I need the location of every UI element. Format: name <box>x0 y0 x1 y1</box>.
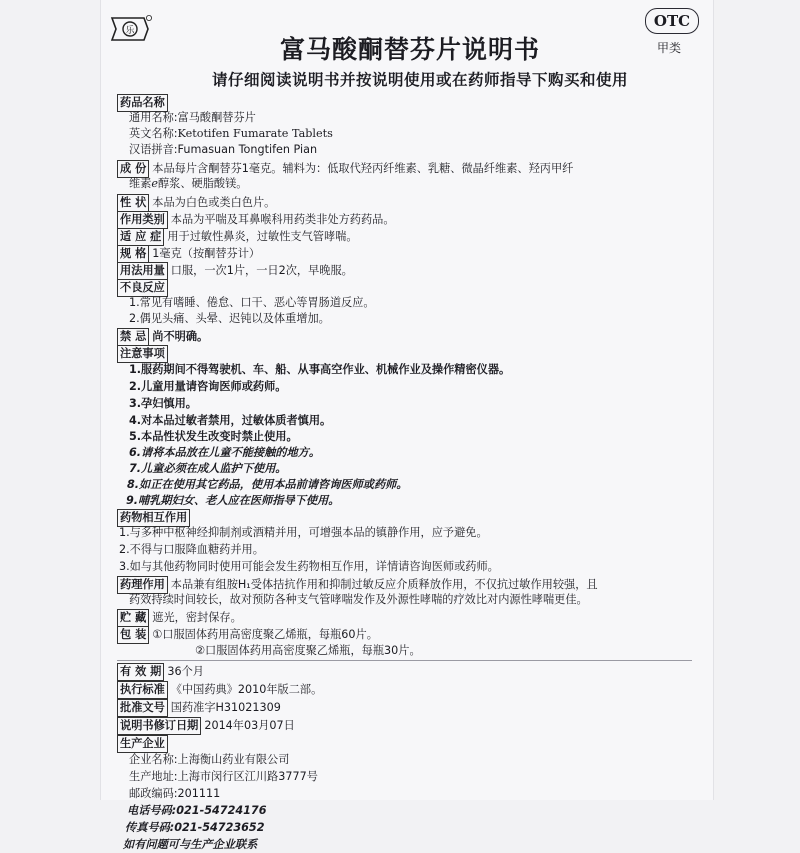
precaution-item: 8.如正在使用其它药品，使用本品前请咨询医师或药师。 <box>127 478 408 491</box>
manufacturer-name-row: 企业名称:上海衡山药业有限公司 <box>129 753 290 766</box>
generic-name-row: 通用名称:富马酸酮替芬片 <box>129 111 256 124</box>
validity-row: 有 效 期 36个月 <box>117 663 204 681</box>
pinyin-name-row: 汉语拼音:Fumasuan Tongtifen Pian <box>129 143 318 156</box>
precaution-item: 6.请将本品放在儿童不能接触的地方。 <box>129 446 321 459</box>
section-divider <box>117 660 692 661</box>
manufacturer-phone-row: 电话号码:021-54724176 <box>127 804 267 817</box>
english-name-row: 英文名称:Ketotifen Fumarate Tablets <box>129 127 333 140</box>
interactions-header: 药物相互作用 <box>117 509 193 527</box>
precaution-item: 9.哺乳期妇女、老人应在医师指导下使用。 <box>126 494 340 507</box>
drug-name-header: 药品名称 <box>117 94 171 112</box>
precautions-header: 注意事项 <box>117 345 171 363</box>
spec-row: 规 格 1毫克（按酮替芬计） <box>117 245 260 263</box>
interaction-item: 3.如与其他药物同时使用可能会发生药物相互作用，详情请咨询医师或药师。 <box>119 560 499 573</box>
manufacturer-fax-row: 传真号码:021-54723652 <box>125 821 265 834</box>
interaction-item: 2.不得与口服降血糖药并用。 <box>119 543 264 556</box>
revision-row: 说明书修订日期 2014年03月07日 <box>117 717 295 735</box>
storage-row: 贮 藏 遮光，密封保存。 <box>117 609 242 627</box>
svg-text:乐: 乐 <box>125 26 135 36</box>
character-row: 性 状 本品为白色或类白色片。 <box>117 194 275 212</box>
manufacturer-address-row: 生产地址:上海市闵行区江川路3777号 <box>129 770 318 783</box>
package-row-cont: ②口服固体药用高密度聚乙烯瓶，每瓶30片。 <box>195 644 421 657</box>
pharmacology-row-cont: 药效持续时间较长，故对预防各种支气管哮喘发作及外源性哮喘的疗效比对内源性哮喘更佳。 <box>129 593 588 606</box>
company-logo <box>108 14 152 44</box>
adverse-item: 2.偶见头痛、头晕、迟钝以及体重增加。 <box>129 312 330 325</box>
precaution-item: 4.对本品过敏者禁用，过敏体质者慎用。 <box>129 414 332 427</box>
manufacturer-header: 生产企业 <box>117 735 171 753</box>
interaction-item: 1.与多种中枢神经抑制剂或酒精并用，可增强本品的镇静作用，应予避免。 <box>119 526 488 539</box>
adverse-item: 1.常见有嗜睡、倦怠、口干、恶心等胃肠道反应。 <box>129 296 375 309</box>
category-row: 作用类别 本品为平喘及耳鼻喉科用药类非处方药药品。 <box>117 211 395 229</box>
otc-category: 甲类 <box>657 41 682 55</box>
composition-row-cont: 维素ℯ醇浆、硬脂酸镁。 <box>129 177 248 190</box>
precaution-item: 3.孕妇慎用。 <box>129 397 197 410</box>
manufacturer-postcode-row: 邮政编码:201111 <box>129 787 221 800</box>
composition-row: 成 份 本品每片含酮替芬1毫克。辅料为：低取代羟丙纤维素、乳糖、微晶纤维素、羟丙甲纤 <box>117 160 573 178</box>
document-title: 富马酸酮替芬片说明书 <box>279 35 540 64</box>
otc-badge: OTC <box>645 8 699 34</box>
standard-row: 执行标准 《中国药典》2010年版二部。 <box>117 681 322 699</box>
adverse-header: 不良反应 <box>117 279 171 297</box>
document-subtitle: 请仔细阅读说明书并按说明使用或在药师指导下购买和使用 <box>211 71 628 89</box>
indication-row: 适 应 症 用于过敏性鼻炎，过敏性支气管哮喘。 <box>117 228 358 246</box>
package-row: 包 装 ①口服固体药用高密度聚乙烯瓶，每瓶60片。 <box>117 626 378 644</box>
pharmacology-row: 药理作用 本品兼有组胺H₁受体拮抗作用和抑制过敏反应介质释放作用，不仅抗过敏作用较强，且 <box>117 576 598 594</box>
approval-row: 批准文号 国药准字H31021309 <box>117 699 281 717</box>
contraindication-row: 禁 忌 尚不明确。 <box>117 328 208 346</box>
precaution-item: 2.儿童用量请咨询医师或药师。 <box>129 380 287 393</box>
precaution-item: 7.儿童必须在成人监护下使用。 <box>129 462 287 475</box>
contact-note: 如有问题可与生产企业联系 <box>123 838 258 851</box>
dosage-row: 用法用量 口服，一次1片，一日2次，早晚服。 <box>117 262 353 280</box>
precaution-item: 1.服药期间不得驾驶机、车、船、从事高空作业、机械作业及操作精密仪器。 <box>129 363 511 376</box>
precaution-item: 5.本品性状发生改变时禁止使用。 <box>129 430 298 443</box>
